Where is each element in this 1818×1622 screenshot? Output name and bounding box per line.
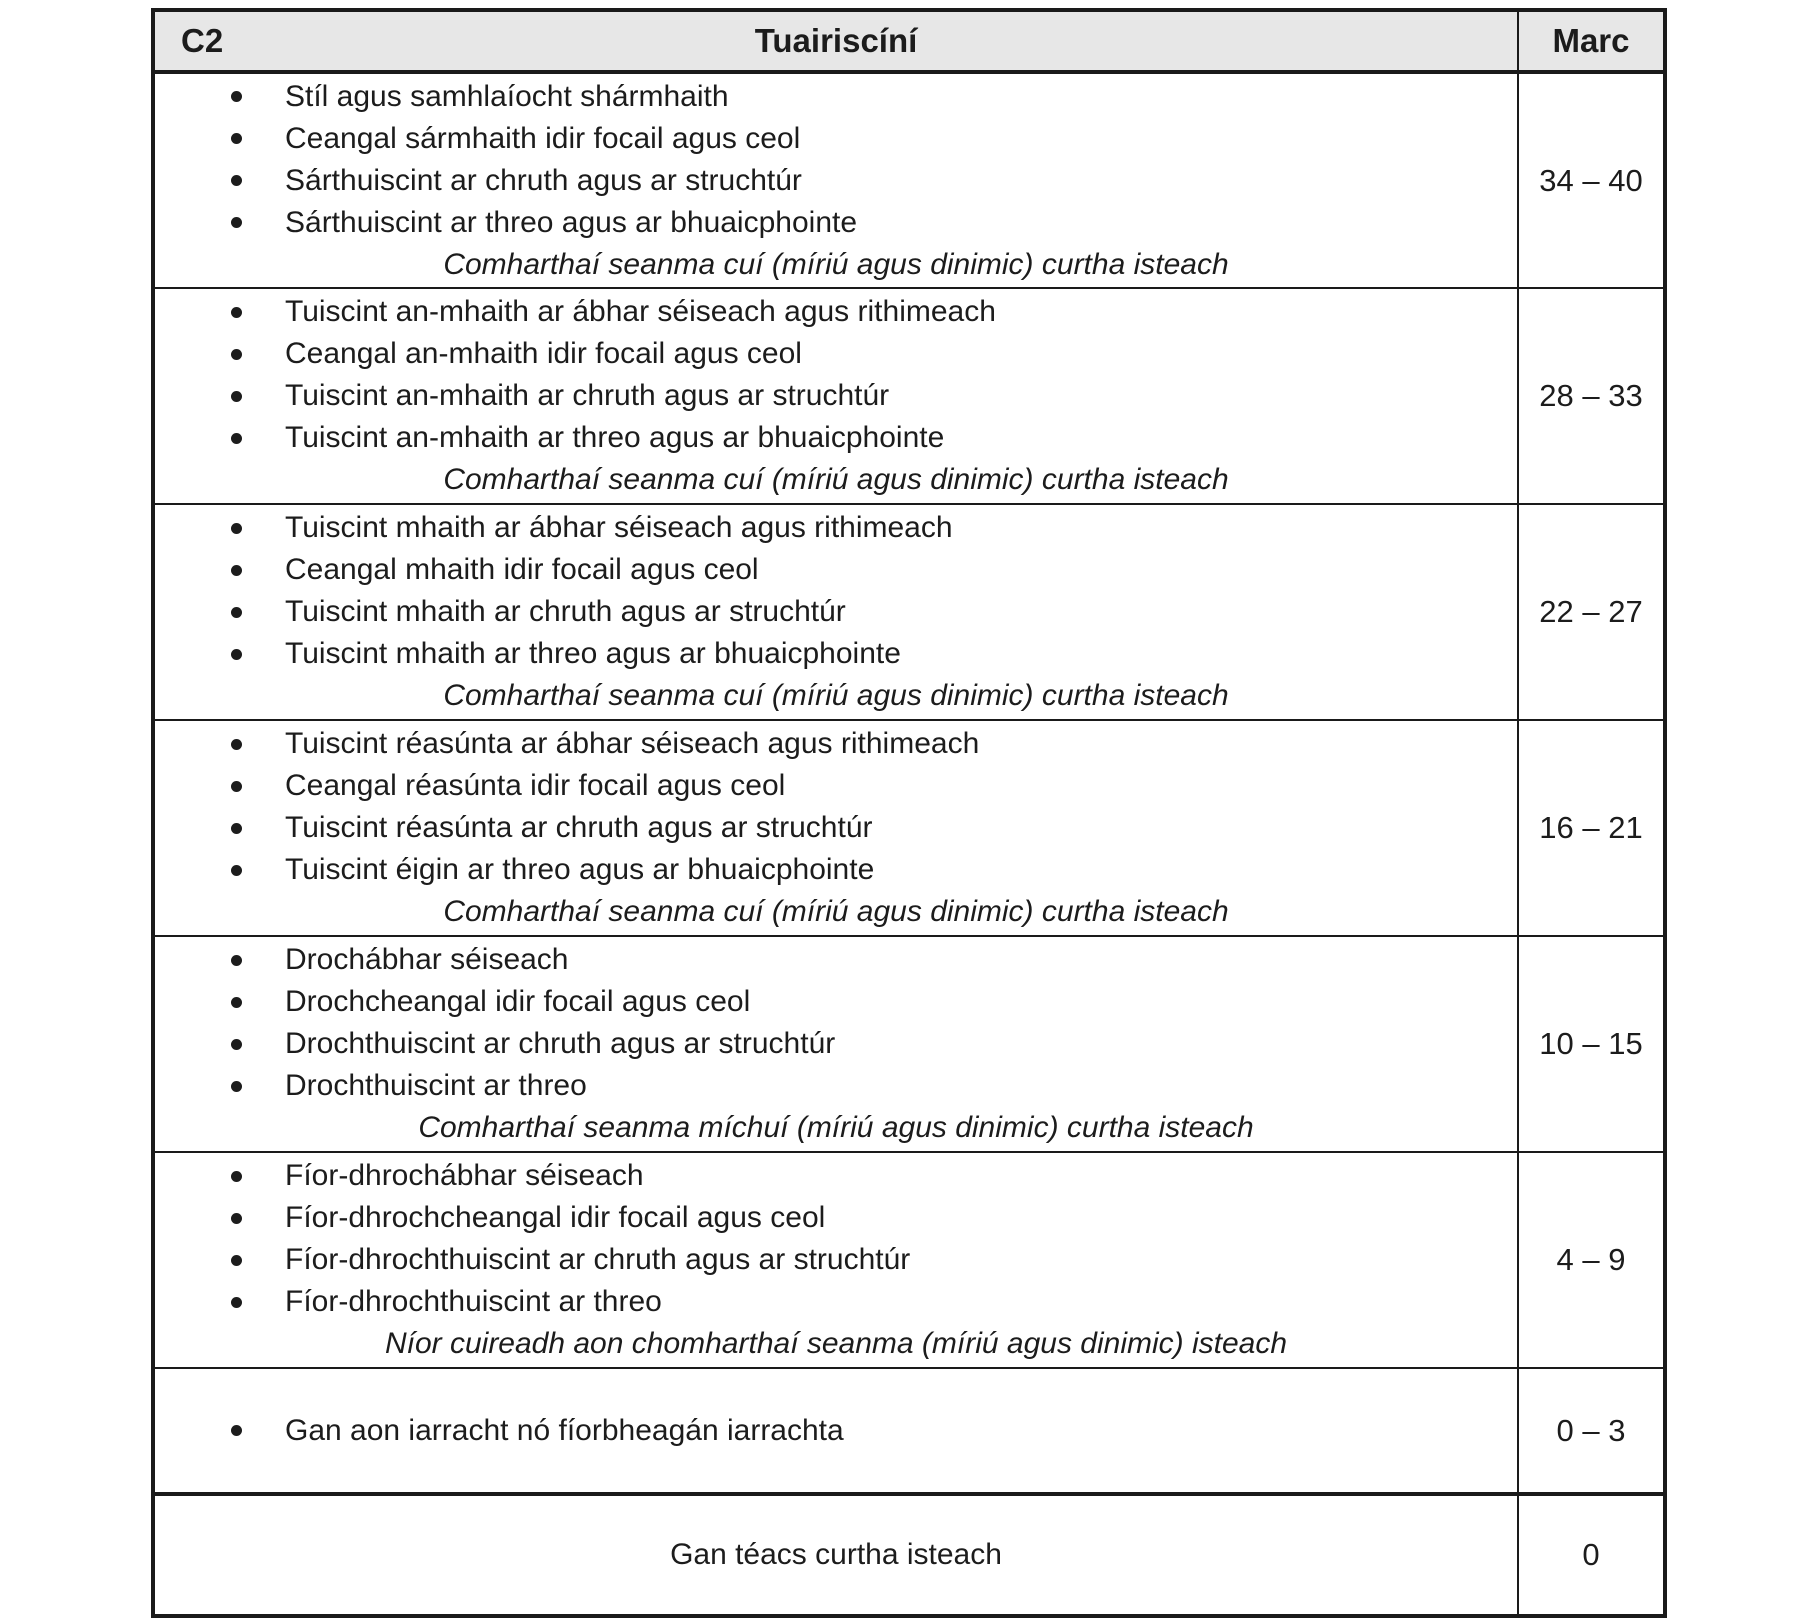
bullet-icon <box>231 865 242 876</box>
bullet-icon <box>231 91 242 102</box>
descriptors-cell <box>153 72 1518 288</box>
marks-cell: 0 <box>1518 1494 1665 1616</box>
marks-cell: 0 – 3 <box>1518 1368 1665 1494</box>
bullet-item <box>155 1239 1517 1281</box>
attempt-row <box>153 1368 1665 1494</box>
note-line: Comharthaí seanma cuí (míriú agus dinimic) curtha isteach <box>443 895 1229 928</box>
bullet-item <box>155 417 1517 459</box>
bullet-item <box>155 1410 1517 1452</box>
bullet-text: Sárthuiscint ar chruth agus ar struchtúr <box>285 163 802 197</box>
bullet-text: Ceangal réasúnta idir focail agus ceol <box>285 769 786 802</box>
marks-cell: 4 – 9 <box>1518 1152 1665 1368</box>
bullet-text: Ceangal an-mhaith idir focail agus ceol <box>285 337 802 370</box>
no-text-row <box>153 1494 1665 1616</box>
bullet-text: Fíor-dhrochthuiscint ar threo <box>285 1285 662 1318</box>
note-line: Comharthaí seanma cuí (míriú agus dinimic) curtha isteach <box>443 679 1229 712</box>
bullet-icon <box>231 955 242 966</box>
bullet-text: Sárthuiscint ar threo agus ar bhuaicphointe <box>285 205 858 239</box>
bullet-icon <box>231 739 242 750</box>
bullet-item <box>155 849 1517 891</box>
bullet-item <box>155 633 1517 675</box>
bullet-icon <box>231 307 242 318</box>
bullet-icon <box>231 1425 242 1436</box>
no-text-label: Gan téacs curtha isteach <box>153 1494 1518 1616</box>
bullet-item <box>155 291 1517 333</box>
bullet-icon <box>231 1297 242 1308</box>
descriptors-cell <box>153 288 1518 504</box>
note-line: Comharthaí seanma cuí (míriú agus dinimic) curtha isteach <box>443 247 1229 281</box>
criterion-code: C2 <box>181 22 224 59</box>
bullet-icon <box>231 607 242 618</box>
descriptors-heading: Tuairiscíní <box>754 22 918 59</box>
bullet-text: Fíor-dhrochábhar séiseach <box>285 1159 644 1192</box>
bullet-text: Fíor-dhrochthuiscint ar chruth agus ar struchtúr <box>285 1243 911 1276</box>
descriptors-cell <box>153 504 1518 720</box>
bullet-item <box>155 76 1517 118</box>
bullet-icon <box>231 133 242 144</box>
bullet-item <box>155 202 1517 244</box>
bullet-icon <box>231 391 242 402</box>
bullet-item <box>155 1155 1517 1197</box>
bullet-icon <box>231 1255 242 1266</box>
marks-cell: 22 – 27 <box>1518 504 1665 720</box>
bullet-text: Drochthuiscint ar chruth agus ar struchtúr <box>285 1027 836 1060</box>
marks-cell: 34 – 40 <box>1518 72 1665 288</box>
marks-heading: Marc <box>1552 22 1630 59</box>
bullet-icon <box>231 523 242 534</box>
marks-cell: 16 – 21 <box>1518 720 1665 936</box>
bullet-text: Ceangal sármhaith idir focail agus ceol <box>285 121 801 155</box>
marks-cell: 28 – 33 <box>1518 288 1665 504</box>
header-cell-marks <box>1518 10 1665 72</box>
bullet-text: Tuiscint mhaith ar chruth agus ar struchtúr <box>285 595 846 628</box>
bullet-text: Tuiscint réasúnta ar chruth agus ar struchtúr <box>285 811 873 844</box>
bullet-item <box>155 160 1517 202</box>
band-row <box>153 936 1665 1152</box>
band-row <box>153 72 1665 288</box>
bullet-icon <box>231 649 242 660</box>
note-line: Níor cuireadh aon chomharthaí seanma (míriú agus dinimic) isteach <box>384 1327 1288 1360</box>
bullet-icon <box>231 1213 242 1224</box>
marks-cell: 10 – 15 <box>1518 936 1665 1152</box>
bullet-item <box>155 981 1517 1023</box>
bullet-item <box>155 723 1517 765</box>
band-row <box>153 1152 1665 1368</box>
bullet-text: Drochthuiscint ar threo <box>285 1069 587 1102</box>
bullet-text: Tuiscint éigin ar threo agus ar bhuaicphointe <box>285 853 875 886</box>
bullet-item <box>155 1023 1517 1065</box>
table-header-row <box>153 10 1665 72</box>
bullet-item <box>155 939 1517 981</box>
bullet-text: Fíor-dhrochcheangal idir focail agus ceol <box>285 1201 826 1234</box>
bullet-icon <box>231 1039 242 1050</box>
bullet-item <box>155 549 1517 591</box>
bullet-icon <box>231 565 242 576</box>
bullet-text: Drochcheangal idir focail agus ceol <box>285 985 751 1018</box>
header-cell-descriptors <box>153 10 1518 72</box>
descriptors-cell <box>153 720 1518 936</box>
bullet-item <box>155 1065 1517 1107</box>
bullet-text: Drochábhar séiseach <box>285 943 569 976</box>
bullet-item <box>155 765 1517 807</box>
bullet-icon <box>231 781 242 792</box>
bullet-icon <box>231 823 242 834</box>
bullet-item <box>155 375 1517 417</box>
note-line: Comharthaí seanma cuí (míriú agus dinimic) curtha isteach <box>443 463 1229 496</box>
bullet-text: Tuiscint mhaith ar ábhar séiseach agus rithimeach <box>285 511 953 544</box>
bullet-icon <box>231 433 242 444</box>
bullet-item <box>155 118 1517 160</box>
descriptors-cell <box>153 936 1518 1152</box>
bullet-text: Tuiscint an-mhaith ar ábhar séiseach agus rithimeach <box>285 295 996 328</box>
band-row <box>153 288 1665 504</box>
bullet-text: Ceangal mhaith idir focail agus ceol <box>285 553 759 586</box>
descriptors-cell <box>153 1368 1518 1494</box>
bullet-text: Tuiscint mhaith ar threo agus ar bhuaicphointe <box>285 637 901 670</box>
bullet-icon <box>231 997 242 1008</box>
bullet-text: Gan aon iarracht nó fíorbheagán iarrachta <box>285 1413 844 1447</box>
marking-scheme-table <box>151 8 1667 1618</box>
bullet-text: Tuiscint an-mhaith ar chruth agus ar struchtúr <box>285 379 890 412</box>
note-line: Comharthaí seanma míchuí (míriú agus dinimic) curtha isteach <box>418 1111 1254 1144</box>
bullet-item <box>155 1197 1517 1239</box>
bullet-text: Tuiscint an-mhaith ar threo agus ar bhuaicphointe <box>285 421 945 454</box>
bullet-item <box>155 507 1517 549</box>
bullet-icon <box>231 217 242 228</box>
band-row <box>153 720 1665 936</box>
bullet-icon <box>231 349 242 360</box>
bullet-text: Stíl agus samhlaíocht shármhaith <box>285 79 729 113</box>
bullet-item <box>155 333 1517 375</box>
bullet-icon <box>231 175 242 186</box>
bullet-item <box>155 807 1517 849</box>
bullet-icon <box>231 1081 242 1092</box>
bullet-item <box>155 591 1517 633</box>
band-row <box>153 504 1665 720</box>
bullet-text: Tuiscint réasúnta ar ábhar séiseach agus rithimeach <box>285 727 980 760</box>
bullet-icon <box>231 1171 242 1182</box>
bullet-item <box>155 1281 1517 1323</box>
descriptors-cell <box>153 1152 1518 1368</box>
